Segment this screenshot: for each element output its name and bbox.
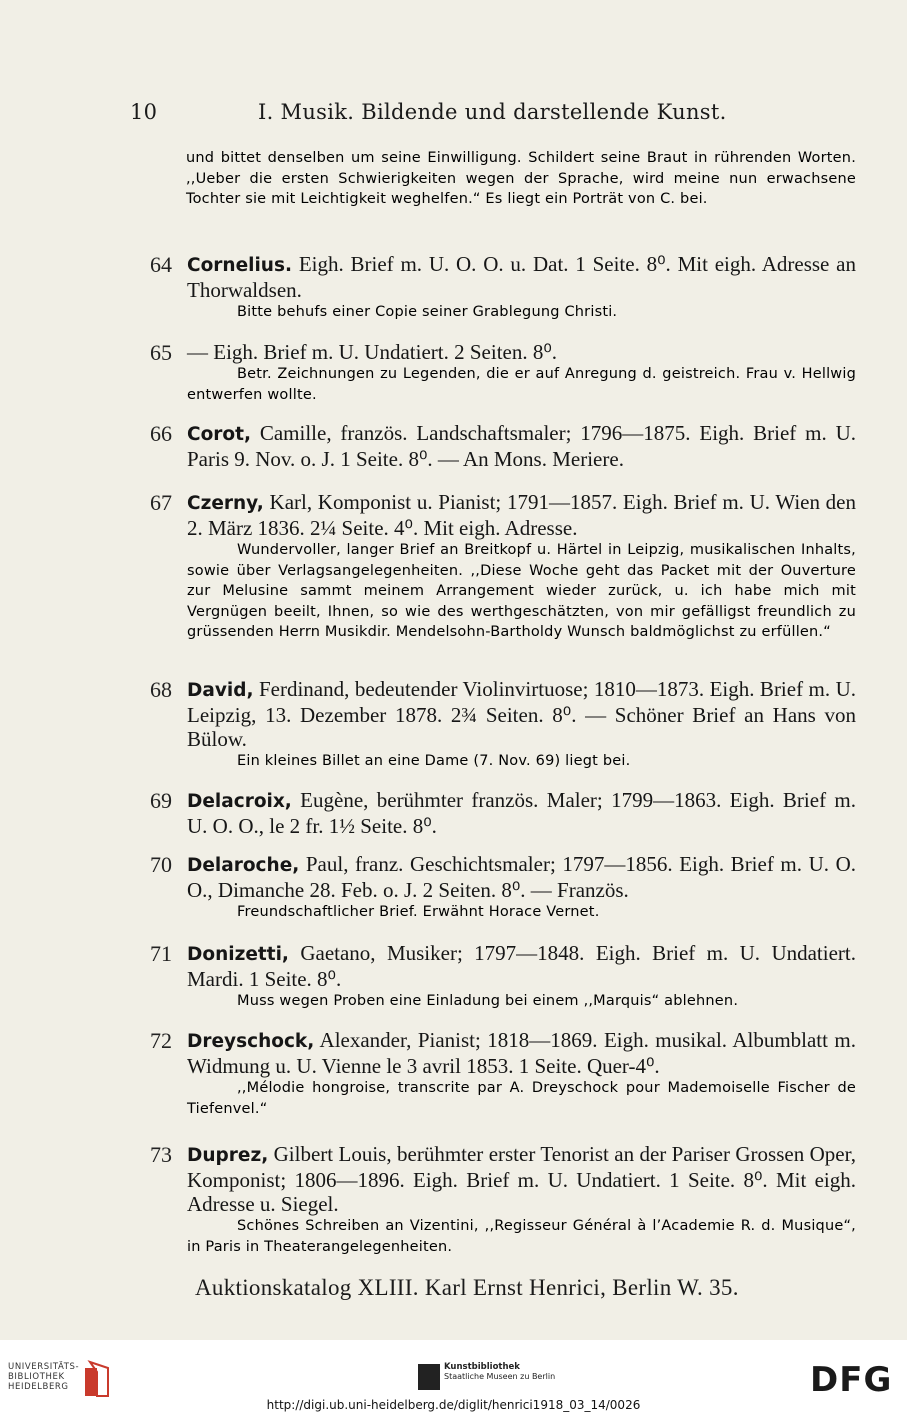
catalog-entry [150, 252, 856, 323]
catalog-entry [150, 677, 856, 772]
entry-description: — Eigh. Brief m. U. Undatiert. 2 Seiten. 8⁰. [187, 340, 558, 364]
catalog-entry [150, 1142, 856, 1257]
entry-number: 64 [150, 252, 172, 277]
entry-description: Ferdinand, bedeutender Violinvirtuose; 1810—1873. Eigh. Brief m. U. Leipzig, 13. Dezember 1878. 2¾ Seiten. 8⁰. — Schöner Brief an Hans von Bülow. [187, 677, 856, 751]
entry-text [187, 788, 856, 838]
library-name [8, 1362, 79, 1392]
entry-note: Betr. Zeichnungen zu Legenden, die er auf Anregung d. geistreich. Frau v. Hellwig entwerfen wollte. [187, 366, 856, 403]
catalog-entry [150, 490, 856, 643]
entry-text [187, 852, 856, 902]
entry-number: 65 [150, 340, 172, 365]
entry-name: Corot, [187, 424, 251, 445]
entry-note: Schönes Schreiben an Vizentini, ,,Regisseur Général à l’Academie R. d. Musique“, in Paris in Theaterangelegenheiten. [187, 1218, 856, 1255]
entry-text [187, 1142, 856, 1216]
library-line: UNIVERSITÄTS- [8, 1362, 80, 1372]
kb-title: Kunstbibliothek [444, 1362, 520, 1372]
entry-number: 68 [150, 677, 172, 702]
entry-note: Wundervoller, langer Brief an Breitkopf u. Härtel in Leipzig, musikalischen Inhalts, sowie über Verlagsangelegenheiten. ,,Diese Woche geht das Packet mit der Ouverture zur Melusine sammt meinem Arrangement wieder zurück, u. ich habe mich mit Vergnügen beeilt, Ihnen, so wie des werthgeschätzten, von mir gefälligst freundlich zu grüssenden Herrn Musikdir. Mendelsohn-Bartholdy Wunsch baldmöglichst zu erfüllen.“ [187, 542, 856, 640]
entry-text [187, 252, 856, 302]
entry-note: Muss wegen Proben eine Einladung bei einem ,,Marquis“ ablehnen. [237, 993, 739, 1009]
entry-number: 69 [150, 788, 172, 813]
entry-note: Bitte behufs einer Copie seiner Grablegung Christi. [237, 304, 618, 320]
library-line: BIBLIOTHEK [8, 1372, 65, 1382]
entry-description: Karl, Komponist u. Pianist; 1791—1857. Eigh. Brief m. U. Wien den 2. März 1836. 2¼ Seite. 4⁰. Mit eigh. Adresse. [187, 490, 856, 540]
entry-text [187, 490, 856, 540]
entry-name: Delaroche, [187, 855, 300, 876]
entry-note: Freundschaftlicher Brief. Erwähnt Horace Vernet. [237, 904, 600, 920]
page-number: 10 [130, 100, 158, 124]
library-logo-icon [84, 1358, 110, 1398]
entry-name: Dreyschock, [187, 1031, 315, 1052]
entry-name: David, [187, 680, 254, 701]
catalog-entry [150, 788, 856, 838]
entry-name: Czerny, [187, 493, 264, 514]
catalog-entry [150, 340, 856, 405]
entry-name: Cornelius. [187, 255, 293, 276]
library-line: HEIDELBERG [8, 1382, 69, 1392]
entry-text [187, 421, 856, 471]
lead-paragraph: und bittet denselben um seine Einwilligung. Schildert seine Braut in rührenden Worten. ,,Ueber die ersten Schwierigkeiten wegen der Sprache, wird meine nun erwachsene Tochter sie mit Leichtigkeit weghelfen.“ Es liegt ein Porträt von C. bei. [186, 150, 856, 207]
entry-number: 66 [150, 421, 172, 446]
entry-description: Alexander, Pianist; 1818—1869. Eigh. musikal. Albumblatt m. Widmung u. U. Vienne le 3 avril 1853. 1 Seite. Quer-4⁰. [187, 1028, 856, 1078]
entry-number: 73 [150, 1142, 172, 1167]
running-title: I. Musik. Bildende und darstellende Kunst. [258, 100, 727, 124]
entry-name: Donizetti, [187, 944, 289, 965]
entry-text [187, 1028, 856, 1078]
entry-description: Gaetano, Musiker; 1797—1848. Eigh. Brief m. U. Undatiert. Mardi. 1 Seite. 8⁰. [187, 941, 856, 991]
kb-subtitle: Staatliche Museen zu Berlin [444, 1372, 556, 1381]
entry-description: Gilbert Louis, berühmter erster Tenorist an der Pariser Grossen Oper, Komponist; 1806—1896. Eigh. Brief m. U. Undatiert. 1 Seite. 8⁰. Mit eigh. Adresse u. Siegel. [187, 1142, 856, 1216]
catalog-entry [150, 1028, 856, 1119]
entry-number: 67 [150, 490, 172, 515]
entry-number: 72 [150, 1028, 172, 1053]
entry-text [187, 340, 856, 364]
source-url-link[interactable]: http://digi.ub.uni-heidelberg.de/diglit/henrici1918_03_14/0026 [266, 1398, 641, 1412]
catalog-entry [150, 941, 856, 1012]
entry-name: Delacroix, [187, 791, 292, 812]
entry-note: ,,Mélodie hongroise, transcrite par A. Dreyschock pour Mademoiselle Fischer de Tiefenvel.“ [187, 1080, 856, 1117]
entry-description: Eigh. Brief m. U. O. O. u. Dat. 1 Seite. 8⁰. Mit eigh. Adresse an Thorwaldsen. [187, 252, 856, 302]
catalog-footer: Auktionskatalog XLIII. Karl Ernst Henrici, Berlin W. 35. [195, 1275, 739, 1300]
kunstbibliothek-logo-icon [418, 1364, 440, 1390]
kunstbibliothek-label [444, 1362, 555, 1382]
entry-number: 71 [150, 941, 172, 966]
entry-text [187, 941, 856, 991]
catalog-entry [150, 421, 856, 471]
entry-note: Ein kleines Billet an eine Dame (7. Nov. 69) liegt bei. [237, 753, 631, 769]
entry-description: Paul, franz. Geschichtsmaler; 1797—1856. Eigh. Brief m. U. O. O., Dimanche 28. Feb. o. J. 2 Seiten. 8⁰. — Französ. [187, 852, 856, 902]
entry-description: Camille, französ. Landschaftsmaler; 1796—1875. Eigh. Brief m. U. Paris 9. Nov. o. J. 1 Seite. 8⁰. — An Mons. Meriere. [187, 421, 856, 471]
entry-description: Eugène, berühmter französ. Maler; 1799—1863. Eigh. Brief m. U. O. O., le 2 fr. 1½ Seite. 8⁰. [187, 788, 856, 838]
catalog-entry [150, 852, 856, 923]
entry-name: Duprez, [187, 1145, 269, 1166]
entry-text [187, 677, 856, 751]
dfg-logo: DFG [810, 1360, 893, 1400]
entry-number: 70 [150, 852, 172, 877]
